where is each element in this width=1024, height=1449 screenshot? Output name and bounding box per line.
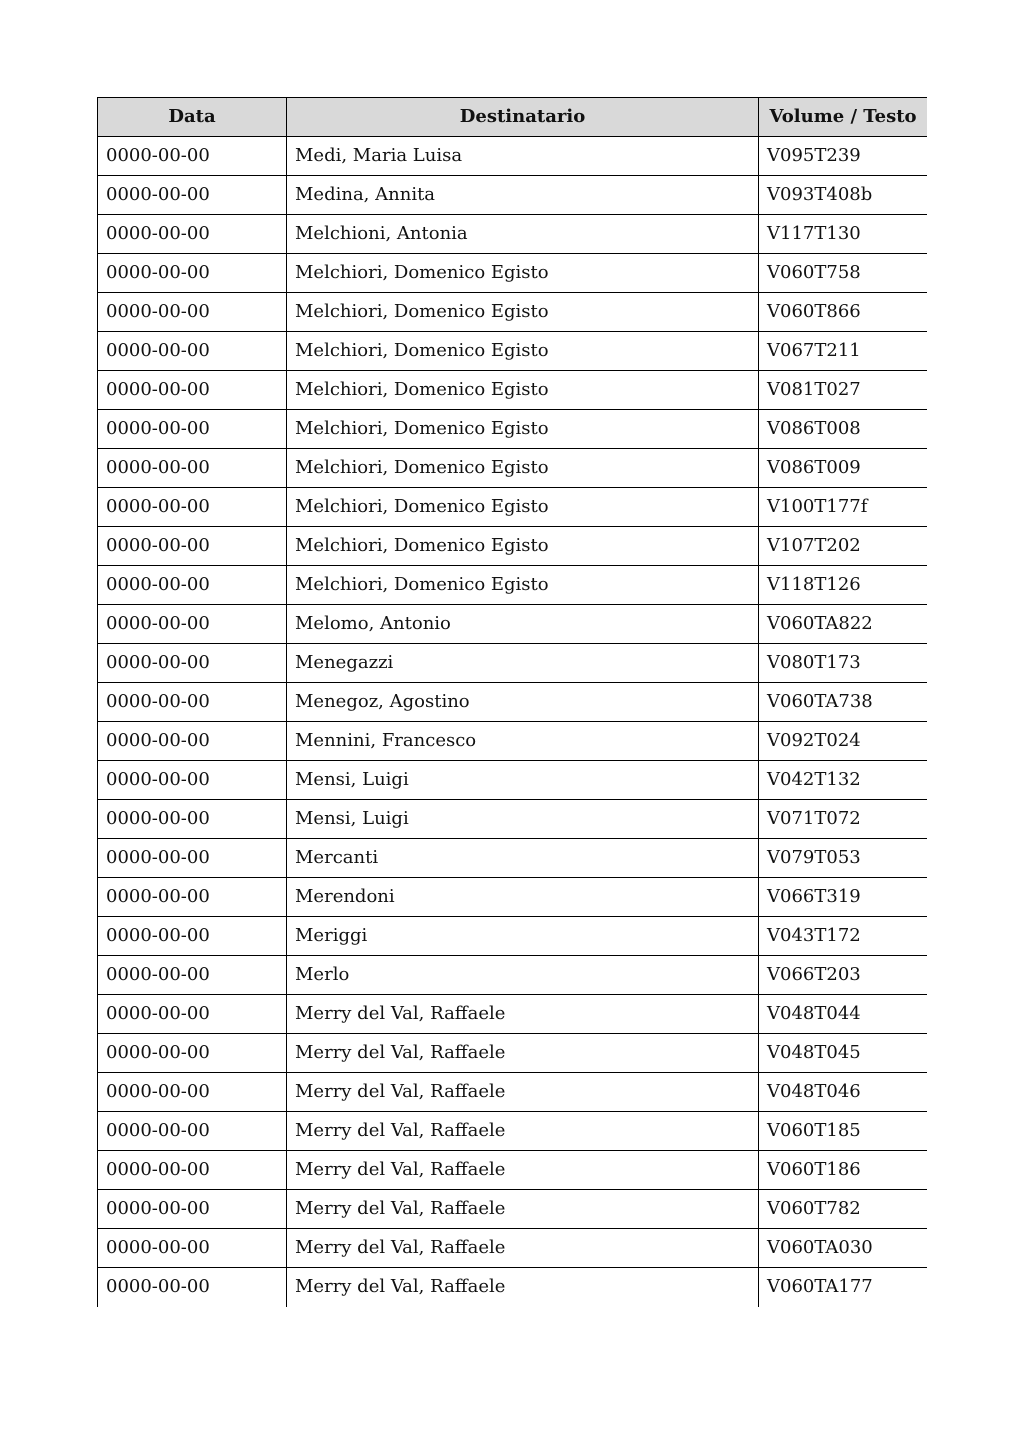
cell-recipient: Melchiori, Domenico Egisto (287, 449, 759, 488)
table-header-row (98, 98, 928, 137)
cell-recipient: Mennini, Francesco (287, 722, 759, 761)
cell-volume-text: V060T758 (759, 254, 928, 293)
table-row (98, 722, 928, 761)
cell-recipient: Mensi, Luigi (287, 800, 759, 839)
cell-recipient: Merry del Val, Raffaele (287, 1229, 759, 1268)
cell-volume-text: V107T202 (759, 527, 928, 566)
header-date: Data (98, 98, 287, 137)
table-row (98, 800, 928, 839)
table-row (98, 605, 928, 644)
table-row (98, 215, 928, 254)
cell-recipient: Medina, Annita (287, 176, 759, 215)
table-row (98, 683, 928, 722)
table-body (98, 137, 928, 1307)
cell-volume-text: V060TA738 (759, 683, 928, 722)
cell-recipient: Merry del Val, Raffaele (287, 1151, 759, 1190)
cell-volume-text: V048T044 (759, 995, 928, 1034)
cell-volume-text: V066T203 (759, 956, 928, 995)
cell-volume-text: V086T008 (759, 410, 928, 449)
cell-date: 0000-00-00 (98, 839, 287, 878)
cell-date: 0000-00-00 (98, 527, 287, 566)
table-row (98, 332, 928, 371)
table-row (98, 1112, 928, 1151)
cell-volume-text: V060TA030 (759, 1229, 928, 1268)
cell-date: 0000-00-00 (98, 371, 287, 410)
cell-date: 0000-00-00 (98, 1190, 287, 1229)
cell-date: 0000-00-00 (98, 137, 287, 176)
table-row (98, 176, 928, 215)
cell-date: 0000-00-00 (98, 293, 287, 332)
cell-volume-text: V060TA822 (759, 605, 928, 644)
cell-recipient: Merry del Val, Raffaele (287, 1073, 759, 1112)
cell-recipient: Mensi, Luigi (287, 761, 759, 800)
cell-recipient: Merry del Val, Raffaele (287, 1034, 759, 1073)
cell-volume-text: V060TA177 (759, 1268, 928, 1307)
cell-date: 0000-00-00 (98, 1151, 287, 1190)
cell-recipient: Merry del Val, Raffaele (287, 1190, 759, 1229)
table-row (98, 1190, 928, 1229)
cell-recipient: Merry del Val, Raffaele (287, 1268, 759, 1307)
cell-date: 0000-00-00 (98, 683, 287, 722)
cell-volume-text: V117T130 (759, 215, 928, 254)
cell-recipient: Merendoni (287, 878, 759, 917)
cell-volume-text: V042T132 (759, 761, 928, 800)
cell-date: 0000-00-00 (98, 215, 287, 254)
header-recipient: Destinatario (287, 98, 759, 137)
cell-volume-text: V048T046 (759, 1073, 928, 1112)
cell-date: 0000-00-00 (98, 254, 287, 293)
table-row (98, 449, 928, 488)
table-row (98, 761, 928, 800)
table-row (98, 1073, 928, 1112)
cell-recipient: Melchiori, Domenico Egisto (287, 371, 759, 410)
cell-volume-text: V043T172 (759, 917, 928, 956)
cell-volume-text: V092T024 (759, 722, 928, 761)
cell-volume-text: V095T239 (759, 137, 928, 176)
cell-recipient: Mercanti (287, 839, 759, 878)
cell-recipient: Melchiori, Domenico Egisto (287, 410, 759, 449)
table-row (98, 956, 928, 995)
cell-recipient: Melchiori, Domenico Egisto (287, 254, 759, 293)
cell-date: 0000-00-00 (98, 332, 287, 371)
table-row (98, 1034, 928, 1073)
cell-date: 0000-00-00 (98, 176, 287, 215)
cell-date: 0000-00-00 (98, 917, 287, 956)
cell-date: 0000-00-00 (98, 488, 287, 527)
header-volume-text: Volume / Testo (759, 98, 928, 137)
cell-recipient: Merry del Val, Raffaele (287, 1112, 759, 1151)
cell-volume-text: V060T185 (759, 1112, 928, 1151)
cell-date: 0000-00-00 (98, 644, 287, 683)
cell-recipient: Melchiori, Domenico Egisto (287, 527, 759, 566)
cell-volume-text: V048T045 (759, 1034, 928, 1073)
cell-date: 0000-00-00 (98, 1073, 287, 1112)
table-row (98, 293, 928, 332)
cell-volume-text: V060T782 (759, 1190, 928, 1229)
cell-volume-text: V067T211 (759, 332, 928, 371)
cell-recipient: Medi, Maria Luisa (287, 137, 759, 176)
cell-volume-text: V086T009 (759, 449, 928, 488)
cell-date: 0000-00-00 (98, 605, 287, 644)
cell-date: 0000-00-00 (98, 761, 287, 800)
cell-volume-text: V081T027 (759, 371, 928, 410)
cell-recipient: Melchiori, Domenico Egisto (287, 488, 759, 527)
cell-date: 0000-00-00 (98, 566, 287, 605)
table-row (98, 878, 928, 917)
table-row (98, 644, 928, 683)
cell-date: 0000-00-00 (98, 1112, 287, 1151)
table-row (98, 410, 928, 449)
document-table-container (97, 97, 927, 1311)
cell-recipient: Melomo, Antonio (287, 605, 759, 644)
cell-volume-text: V093T408b (759, 176, 928, 215)
cell-volume-text: V118T126 (759, 566, 928, 605)
cell-volume-text: V079T053 (759, 839, 928, 878)
correspondence-table (97, 97, 927, 1307)
table-row (98, 839, 928, 878)
cell-date: 0000-00-00 (98, 1268, 287, 1307)
cell-volume-text: V080T173 (759, 644, 928, 683)
cell-recipient: Melchioni, Antonia (287, 215, 759, 254)
cell-recipient: Melchiori, Domenico Egisto (287, 332, 759, 371)
cell-date: 0000-00-00 (98, 1229, 287, 1268)
table-row (98, 137, 928, 176)
cell-date: 0000-00-00 (98, 956, 287, 995)
cell-recipient: Melchiori, Domenico Egisto (287, 566, 759, 605)
table-row (98, 1268, 928, 1307)
table-row (98, 1229, 928, 1268)
cell-date: 0000-00-00 (98, 878, 287, 917)
cell-recipient: Menegoz, Agostino (287, 683, 759, 722)
table-row (98, 566, 928, 605)
table-row (98, 917, 928, 956)
cell-recipient: Melchiori, Domenico Egisto (287, 293, 759, 332)
table-row (98, 995, 928, 1034)
table-row (98, 254, 928, 293)
table-row (98, 1151, 928, 1190)
cell-date: 0000-00-00 (98, 449, 287, 488)
cell-recipient: Menegazzi (287, 644, 759, 683)
table-row (98, 488, 928, 527)
table-row (98, 527, 928, 566)
cell-volume-text: V060T186 (759, 1151, 928, 1190)
cell-date: 0000-00-00 (98, 800, 287, 839)
cell-recipient: Meriggi (287, 917, 759, 956)
cell-volume-text: V066T319 (759, 878, 928, 917)
cell-date: 0000-00-00 (98, 722, 287, 761)
cell-date: 0000-00-00 (98, 410, 287, 449)
table-row (98, 371, 928, 410)
cell-volume-text: V071T072 (759, 800, 928, 839)
cell-date: 0000-00-00 (98, 1034, 287, 1073)
cell-volume-text: V060T866 (759, 293, 928, 332)
cell-recipient: Merry del Val, Raffaele (287, 995, 759, 1034)
cell-recipient: Merlo (287, 956, 759, 995)
cell-date: 0000-00-00 (98, 995, 287, 1034)
cell-volume-text: V100T177f (759, 488, 928, 527)
